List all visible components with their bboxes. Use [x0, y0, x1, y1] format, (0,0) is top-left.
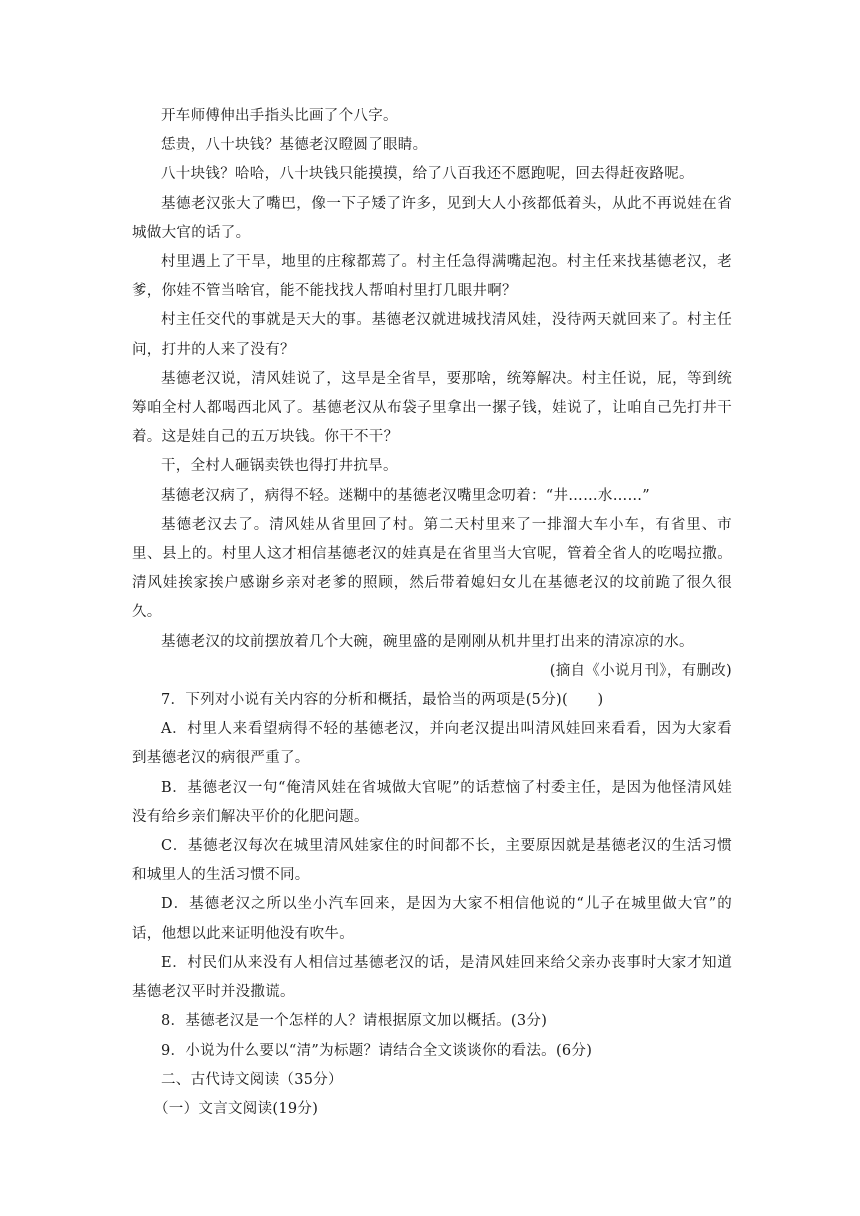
paragraph-1: 开车师傅伸出手指头比画了个八字。 — [161, 108, 398, 124]
paragraph-8: 干，全村人砸锅卖铁也得打井抗旱。 — [161, 458, 398, 475]
question-7-option-e: E．村民们从来没有人相信过基德老汉的话，是清风娃回来给父亲办丧事时大家才知道基德老汉平时并没撒谎。 — [132, 954, 732, 1001]
question-7-option-b: B．基德老汉一句“俺清风娃在省城做大官呢”的话惹恼了村委主任，是因为他怪清风娃没有给乡亲们解决平价的化肥问题。 — [132, 779, 732, 825]
question-7-stem: 7．下列对小说有关内容的分析和概括，最恰当的两项是(5分)( ) — [161, 692, 604, 709]
paragraph-7: 基德老汉说，清风娃说了，这旱是全省旱，要那啥，统筹解决。村主任说，屁，等到统筹咱全村人都喝西北风了。基德老汉从布袋子里拿出一摞子钱，娃说了，让咱自己先打井干着。这是娃自己的五万块钱。你干不干？ — [132, 370, 732, 446]
document-page — [132, 102, 732, 1124]
paragraph-3: 八十块钱？哈哈，八十块钱只能摸摸，给了八百我还不愿跑呢，回去得赶夜路呢。 — [161, 166, 694, 183]
section-heading-ancient-poetry: 二、古代诗文阅读（35分） — [161, 1071, 343, 1088]
question-7-option-d: D．基德老汉之所以坐小汽车回来，是因为大家不相信他说的“儿子在城里做大官”的话，他想以此来证明他没有吹牛。 — [132, 896, 732, 942]
paragraph-6: 村主任交代的事就是天大的事。基德老汉就进城找清风娃，没待两天就回来了。村主任问，打井的人来了没有？ — [132, 312, 732, 358]
question-7-option-a: A．村里人来看望病得不轻的基德老汉，并向老汉提出叫清风娃回来看看，因为大家看到基德老汉的病很严重了。 — [132, 721, 732, 767]
question-7-option-c: C．基德老汉每次在城里清风娃家住的时间都不长，主要原因就是基德老汉的生活习惯和城里人的生活习惯不同。 — [132, 838, 732, 884]
paragraph-2: 恁贵，八十块钱？基德老汉瞪圆了眼睛。 — [161, 137, 428, 154]
paragraph-10: 基德老汉去了。清风娃从省里回了村。第二天村里来了一排溜大车小车，有省里、市里、县上的。村里人这才相信基德老汉的娃真是在省里当大官呢，管着全省人的吃喝拉撒。清风娃挨家挨户感谢乡亲对老爹的照顾，然后带着媳妇女儿在基德老汉的坟前跪了很久很久。 — [132, 516, 732, 621]
subsection-heading-classical-reading: （一）文言文阅读(19分) — [154, 1100, 319, 1117]
paragraph-11: 基德老汉的坟前摆放着几个大碗，碗里盛的是刚刚从机井里打出来的清凉凉的水。 — [161, 633, 694, 650]
question-9: 9．小说为什么要以“清”为标题？请结合全文谈谈你的看法。(6分) — [161, 1042, 593, 1059]
paragraph-4: 基德老汉张大了嘴巴，像一下子矮了许多，见到大人小孩都低着头，从此不再说娃在省城做大官的话了。 — [132, 195, 732, 241]
paragraph-5: 村里遇上了干旱，地里的庄稼都蔫了。村主任急得满嘴起泡。村主任来找基德老汉，老爹，你娃不管当啥官，能不能找找人帮咱村里打几眼井啊？ — [132, 254, 732, 300]
paragraph-9: 基德老汉病了，病得不轻。迷糊中的基德老汉嘴里念叨着：“井……水……” — [161, 487, 651, 504]
question-8: 8．基德老汉是一个怎样的人？请根据原文加以概括。(3分) — [161, 1013, 548, 1030]
source-citation: (摘自《小说月刊》，有删改) — [549, 662, 732, 679]
